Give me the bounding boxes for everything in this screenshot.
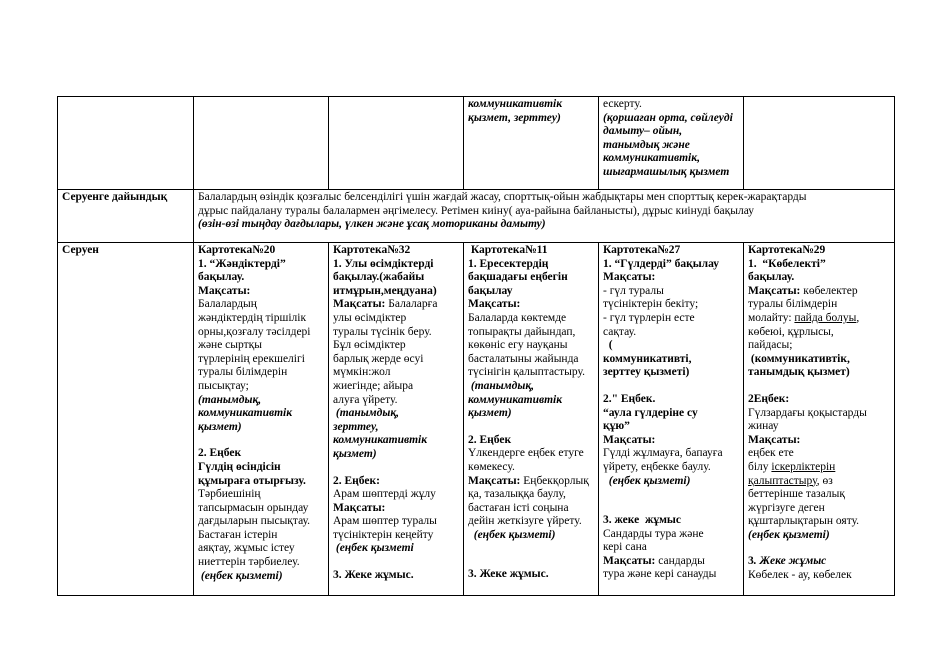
spacer xyxy=(468,421,594,434)
work-text: Тәрбиешінің xyxy=(198,488,261,501)
skills-text: қызмет) xyxy=(468,407,512,420)
skills-text: танымдық қызмет) xyxy=(748,366,850,379)
walk-col-1 xyxy=(194,243,329,596)
aim-text: және сыртқы xyxy=(198,339,262,352)
aim-text: топырақты дайындап, xyxy=(468,325,576,338)
aim-text: түсініктерін кеңейту xyxy=(333,528,434,541)
individual-work-text: Көбелек - ау, көбелек xyxy=(748,569,852,582)
row1-label-cell xyxy=(58,97,194,190)
aim-text: мүмкін:жол xyxy=(333,366,391,379)
aim-text: молайту: xyxy=(748,311,795,324)
work-text: Арам шөптерді жұлу xyxy=(333,488,436,501)
work-text: Үлкендерге еңбек етуге xyxy=(468,447,584,460)
work-title: Гүлдің өсіндісін xyxy=(198,460,281,473)
walk-prep-label: Серуенге дайындық xyxy=(62,191,168,203)
row1-cell-5 xyxy=(744,97,895,190)
work-text: тапсырмасын орындау xyxy=(198,501,309,514)
work-title: 2." Еңбек. xyxy=(603,392,656,405)
aim-text-underlined: қалыптастыру xyxy=(748,474,817,487)
aim-text: сақтау. xyxy=(603,325,637,338)
aim-text: , xyxy=(856,311,860,324)
work-title: 2. Еңбек xyxy=(198,447,242,460)
work-title: 2. Еңбек xyxy=(468,433,512,446)
observation-title: бақылау xyxy=(468,284,513,297)
work-skill: (еңбек қызметі) xyxy=(468,528,556,541)
table-row-walk xyxy=(58,243,895,596)
individual-work-text: кері сана xyxy=(603,541,647,554)
work-text: көмекесу. xyxy=(468,460,515,473)
observation-title: 1. Ересектердің xyxy=(468,257,549,270)
aim-label: Мақсаты: xyxy=(333,298,386,311)
aim-label: Мақсаты: xyxy=(468,298,521,311)
observation-title: бақылау. xyxy=(748,271,795,284)
aim-line xyxy=(748,285,890,299)
aim-text: пайдасы; xyxy=(748,339,793,352)
card-number: Картотека№32 xyxy=(333,244,411,256)
aim-label: Мақсаты: xyxy=(748,433,801,446)
skills-text: зерттеу, xyxy=(333,420,379,433)
aim-text: тура және кері санауды xyxy=(603,568,717,581)
skills-text: коммуникативтік xyxy=(333,434,428,447)
row1-c4-plain: ескерту. xyxy=(603,98,642,110)
aim-text: жәндіктердің тіршілік xyxy=(198,311,307,324)
aim-text: улы өсімдіктер xyxy=(333,311,407,324)
aim-text: - гүл туралы xyxy=(603,284,664,297)
observation-title: бақылау.(жабайы xyxy=(333,271,425,284)
row1-c4-line: коммуникативтік, xyxy=(603,152,700,165)
individual-work-title: 3. Жеке жұмыс. xyxy=(468,568,549,581)
row1-cell-4 xyxy=(599,97,744,190)
row1-c4-line: шығармашылық қызмет xyxy=(603,165,730,178)
aim-label: Мақсаты: xyxy=(603,271,656,284)
work-title: 2. Еңбек: xyxy=(333,474,380,487)
work-skill: (еңбек қызметі) xyxy=(198,569,283,582)
aim-text-underlined: пайда болуы xyxy=(794,311,857,324)
work-title: құмыраға отырғызу. xyxy=(198,474,306,487)
skills-text: зерттеу қызметі) xyxy=(603,366,690,379)
aim-text: еңбек ете xyxy=(748,447,794,460)
work-title: “аула гүлдеріне су xyxy=(603,406,698,419)
aim-label: Мақсаты: xyxy=(468,474,521,487)
individual-work-text: Сандарды тура және xyxy=(603,527,704,540)
aim-text: Балаларға xyxy=(385,298,438,311)
work-title: 2Еңбек: xyxy=(748,392,790,405)
skills-text: қызмет) xyxy=(333,447,377,460)
aim-text: Гүлді жұлмауға, бапауға xyxy=(603,447,723,460)
aim-text: бастаған істі соңына xyxy=(468,501,569,514)
observation-title: итмұрын,меңдуана) xyxy=(333,284,437,297)
aim-label: Мақсаты: xyxy=(198,284,251,297)
aim-label: Мақсаты: xyxy=(333,501,386,514)
aim-line xyxy=(603,555,739,569)
walk-prep-skills: (өзін-өзі тыңдау дағдылары, үлкен және ұсақ моториканы дамыту) xyxy=(198,218,546,231)
spacer xyxy=(198,434,324,447)
row2-label xyxy=(58,190,194,243)
walk-col-5 xyxy=(744,243,895,596)
plan-table xyxy=(57,96,895,596)
aim-text: қа, тазалыққа баулу, xyxy=(468,488,566,501)
aim-text: түсінігін қалыптастыру. xyxy=(468,366,585,379)
aim-line xyxy=(748,461,890,475)
spacer xyxy=(748,542,890,555)
row1-cell-3 xyxy=(464,97,599,190)
aim-text: білу xyxy=(748,460,772,473)
row1-c3-line: коммуникативтік xyxy=(468,98,563,110)
card-number: Картотека№11 xyxy=(468,244,548,256)
row1-cell-2 xyxy=(329,97,464,190)
work-text: жинау xyxy=(748,420,779,433)
aim-text: сандарды xyxy=(655,554,705,567)
aim-label: Мақсаты: xyxy=(603,554,656,567)
card-number: Картотека№27 xyxy=(603,244,681,256)
aim-line xyxy=(748,312,890,326)
aim-text: көбелектер xyxy=(800,284,858,297)
aim-text: түрлерінің ерекшелігі xyxy=(198,352,305,365)
aim-line xyxy=(333,298,459,312)
walk-col-4 xyxy=(599,243,744,596)
work-skill: (еңбек қызметі) xyxy=(748,528,830,541)
skills-text: (танымдық, xyxy=(468,379,535,392)
aim-text: туралы білімдерін xyxy=(198,366,288,379)
walk-label: Серуен xyxy=(62,244,99,256)
skills-text: (коммуникативтік, xyxy=(748,352,850,365)
row1-c4-line: (қоршаған орта, сөйлеуді xyxy=(603,111,733,124)
aim-text-underlined: іскерліктерін xyxy=(771,460,836,473)
walk-col-3 xyxy=(464,243,599,596)
spacer xyxy=(468,542,594,555)
individual-work-title: 3. Жеке жұмыс. xyxy=(333,569,414,582)
aim-text: орны,қозғалу тәсілдері xyxy=(198,325,311,338)
row1-c3-line: қызмет, зерттеу) xyxy=(468,111,561,124)
row1-c4-line: танымдық және xyxy=(603,138,690,151)
aim-text: алуға үйрету. xyxy=(333,393,398,406)
work-text: Гүлзардағы қоқыстарды xyxy=(748,406,867,419)
table-row-activity-end xyxy=(58,97,895,190)
row2-content xyxy=(194,190,895,243)
aim-label: Мақсаты: xyxy=(748,284,801,297)
aim-text: құштарлықтарын ояту. xyxy=(748,515,860,528)
spacer xyxy=(603,488,739,501)
aim-text: үйрету, еңбекке баулу. xyxy=(603,460,711,473)
skills-text: ( xyxy=(603,339,613,352)
work-text: ниеттерін тәрбиелеу. xyxy=(198,556,300,569)
aim-line xyxy=(468,475,594,489)
skills-text: коммуникативтік xyxy=(468,393,563,406)
walk-col-2 xyxy=(329,243,464,596)
card-number: Картотека№29 xyxy=(748,244,826,256)
walk-prep-text: Балалардың өзіндік қозғалыс белсенділігі үшін жағдай жасау, спорттық-ойын жабдықтары мен спорттық керек-жарақтарды xyxy=(198,191,807,203)
observation-title: бақылау. xyxy=(198,271,245,284)
individual-work-title xyxy=(748,555,890,569)
work-skill: (еңбек қызметі xyxy=(333,542,414,555)
aim-text: Бұл өсімдіктер xyxy=(333,339,406,352)
aim-text: жүргізуге деген xyxy=(748,501,825,514)
card-number: Картотека№20 xyxy=(198,244,276,256)
aim-text: барлық жерде өсуі xyxy=(333,352,424,365)
aim-text: - гүл түрлерін есте xyxy=(603,311,695,324)
observation-title: бақшадағы еңбегін xyxy=(468,271,568,284)
row3-label xyxy=(58,243,194,596)
observation-title: 1. “Көбелекті” xyxy=(748,257,826,270)
aim-text: туралы түсінік беру. xyxy=(333,325,432,338)
spacer xyxy=(603,501,739,514)
spacer xyxy=(333,556,459,569)
work-title: құю” xyxy=(603,420,630,433)
work-skill: (еңбек қызметі) xyxy=(603,474,691,487)
aim-text: көбеюі, құрлысы, xyxy=(748,325,834,338)
spacer xyxy=(468,555,594,568)
observation-title: 1. “Жәндіктерді” xyxy=(198,257,286,270)
aim-text: Балаларда көктемде xyxy=(468,311,567,324)
aim-line xyxy=(748,475,890,489)
aim-text: Балалардың xyxy=(198,298,257,311)
aim-text: жиегінде; айыра xyxy=(333,379,414,392)
spacer xyxy=(748,380,890,393)
aim-text: , өз xyxy=(816,474,833,487)
skills-text: (танымдық, xyxy=(198,393,262,406)
work-text: аяқтау, жұмыс істеу xyxy=(198,542,295,555)
table-row-walk-prep xyxy=(58,190,895,243)
skills-text: коммуникативті, xyxy=(603,352,692,365)
individual-work-number: 3 xyxy=(748,555,754,568)
aim-text: пысықтау; xyxy=(198,379,249,392)
aim-text: Еңбекқорлық xyxy=(520,474,589,487)
individual-work-title: 3. жеке жұмыс xyxy=(603,514,681,527)
individual-work-label: . Жеке жұмыс xyxy=(753,555,827,568)
observation-title: 1. “Гүлдерді” бақылау xyxy=(603,257,720,270)
aim-text: беттерінше тазалық xyxy=(748,488,845,501)
observation-title: 1. Улы өсімдіктерді xyxy=(333,257,434,270)
skills-text: коммуникативтік xyxy=(198,407,293,420)
spacer xyxy=(603,380,739,393)
spacer xyxy=(333,462,459,475)
aim-text: көкөніс егу науқаны xyxy=(468,339,568,352)
work-text: дағдыларын пысықтау. xyxy=(198,515,311,528)
aim-text: дейін жеткізуге үйрету. xyxy=(468,515,582,528)
walk-prep-text: дұрыс пайдалану туралы балалармен әңгімелесу. Ретімен киіну( ауа-райына байланысты), дұрыс киінуді бақылау xyxy=(198,204,754,217)
work-text: Бастаған істерін xyxy=(198,528,278,541)
skills-text: (танымдық, xyxy=(333,407,400,420)
aim-text: басталатыны жайында xyxy=(468,352,579,365)
aim-label: Мақсаты: xyxy=(603,433,656,446)
aim-text: туралы білімдерін xyxy=(748,298,838,311)
skills-text: қызмет) xyxy=(198,420,242,433)
row1-c4-line: дамыту– ойын, xyxy=(603,125,683,138)
row1-cell-1 xyxy=(194,97,329,190)
aim-text: Арам шөптер туралы xyxy=(333,515,437,528)
aim-text: түсініктерін бекіту; xyxy=(603,298,699,311)
